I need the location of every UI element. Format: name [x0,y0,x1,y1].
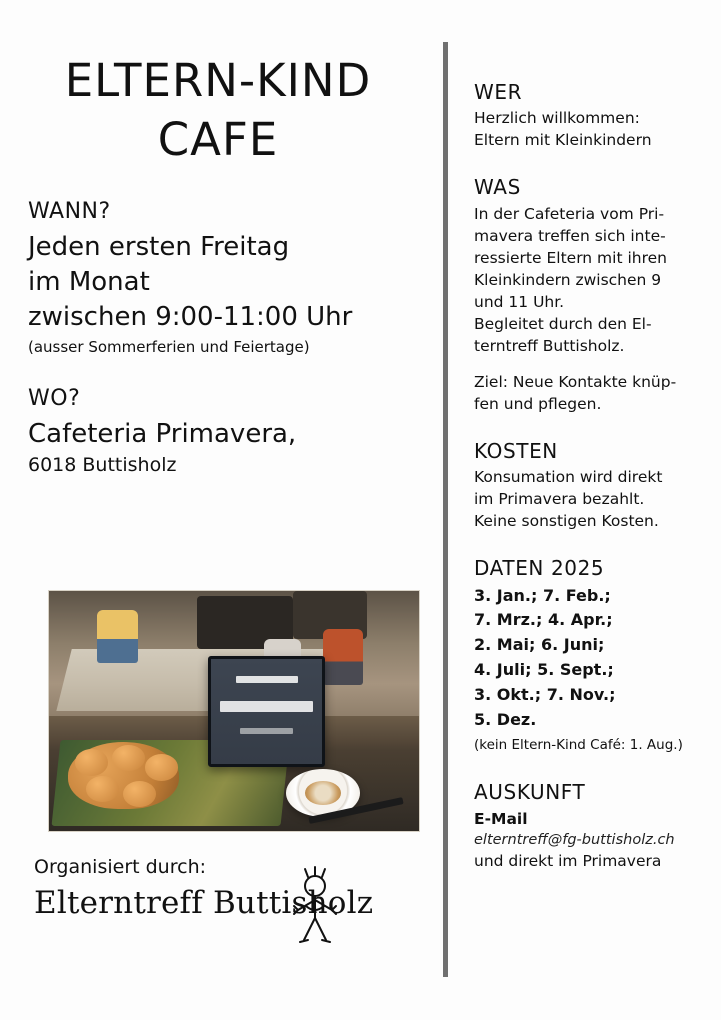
goal-line-2: fen und pflegen. [474,394,602,413]
photo-child-3 [323,629,364,684]
dates-line: 7. Mrz.; 4. Apr.; [474,610,613,630]
who-label: WER [474,80,523,104]
who-line-2: Eltern mit Kleinkindern [474,131,652,150]
dates-line: 5. Dez. [474,709,537,729]
organizer-label: Organisiert durch: [34,856,207,878]
what-line-3: ressierte Eltern mit ihren [474,248,667,267]
when-line-3: zwischen 9:00-11:00 Uhr [28,302,353,333]
photo-chalkboard-line-3 [240,728,293,733]
photo-child-1 [97,610,138,663]
costs-line-1: Konsumation wird direkt [474,468,663,487]
photo-chalkboard-line-2 [220,701,313,712]
vertical-divider [443,42,448,977]
photo [48,590,420,832]
organizer-name: Elterntreff Buttisholz [34,885,374,921]
when-note: (ausser Sommerferien und Feiertage) [28,338,310,357]
when-label: WANN? [28,199,111,224]
dates-line: 4. Juli; 5. Sept.; [474,659,614,679]
photo-bread-roll [145,754,178,780]
goal-line-1: Ziel: Neue Kontakte knüp- [474,372,677,391]
what-line-7: terntreff Buttisholz. [474,336,625,355]
who-line-1: Herzlich willkommen: [474,109,640,128]
photo-bread-roll [75,749,108,775]
photo-coffee-crema [305,781,341,805]
photo-bread-roll [112,745,145,771]
title-line-1: ELTERN-KIND [64,54,372,107]
left-column [28,52,428,476]
email-label: E-Mail [474,809,528,828]
info-label: AUSKUNFT [474,779,586,804]
right-column [474,78,698,872]
what-label: WAS [474,175,521,200]
spacer [474,357,698,371]
info-line: und direkt im Primavera [474,852,662,871]
photo-chalkboard-line-1 [236,676,298,683]
what-line-1: In der Cafeteria vom Pri- [474,204,665,223]
dates-line: 3. Jan.; 7. Feb.; [474,585,611,605]
title-line-2: CAFE [157,112,279,166]
costs-label: KOSTEN [474,438,558,463]
dates-line: 2. Mai; 6. Juni; [474,635,605,655]
photo-bread-roll [123,781,156,807]
photo-image [49,591,419,831]
organizer-block [34,856,424,921]
costs-line-3: Keine sonstigen Kosten. [474,512,659,531]
what-line-4: Kleinkindern zwischen 9 [474,270,662,289]
photo-chalkboard [208,656,325,768]
dates-label: DATEN 2025 [474,556,605,581]
what-line-6: Begleitet durch den El- [474,314,652,333]
email-address[interactable]: elterntreff@fg-buttisholz.ch [474,831,675,848]
page-title [28,52,428,169]
costs-line-2: im Primavera bezahlt. [474,490,645,509]
dates-line: 3. Okt.; 7. Nov.; [474,684,616,704]
where-line-2: 6018 Buttisholz [28,454,177,477]
what-line-2: mavera treffen sich inte- [474,226,666,245]
dates-note: (kein Eltern-Kind Café: 1. Aug.) [474,737,683,754]
when-line-1: Jeden ersten Freitag [28,232,290,262]
what-line-5: und 11 Uhr. [474,292,565,311]
when-line-2: im Monat [28,267,150,298]
stick-figure-icon [284,866,346,946]
where-line-1: Cafeteria Primavera, [28,419,297,450]
where-label: WO? [28,386,81,412]
